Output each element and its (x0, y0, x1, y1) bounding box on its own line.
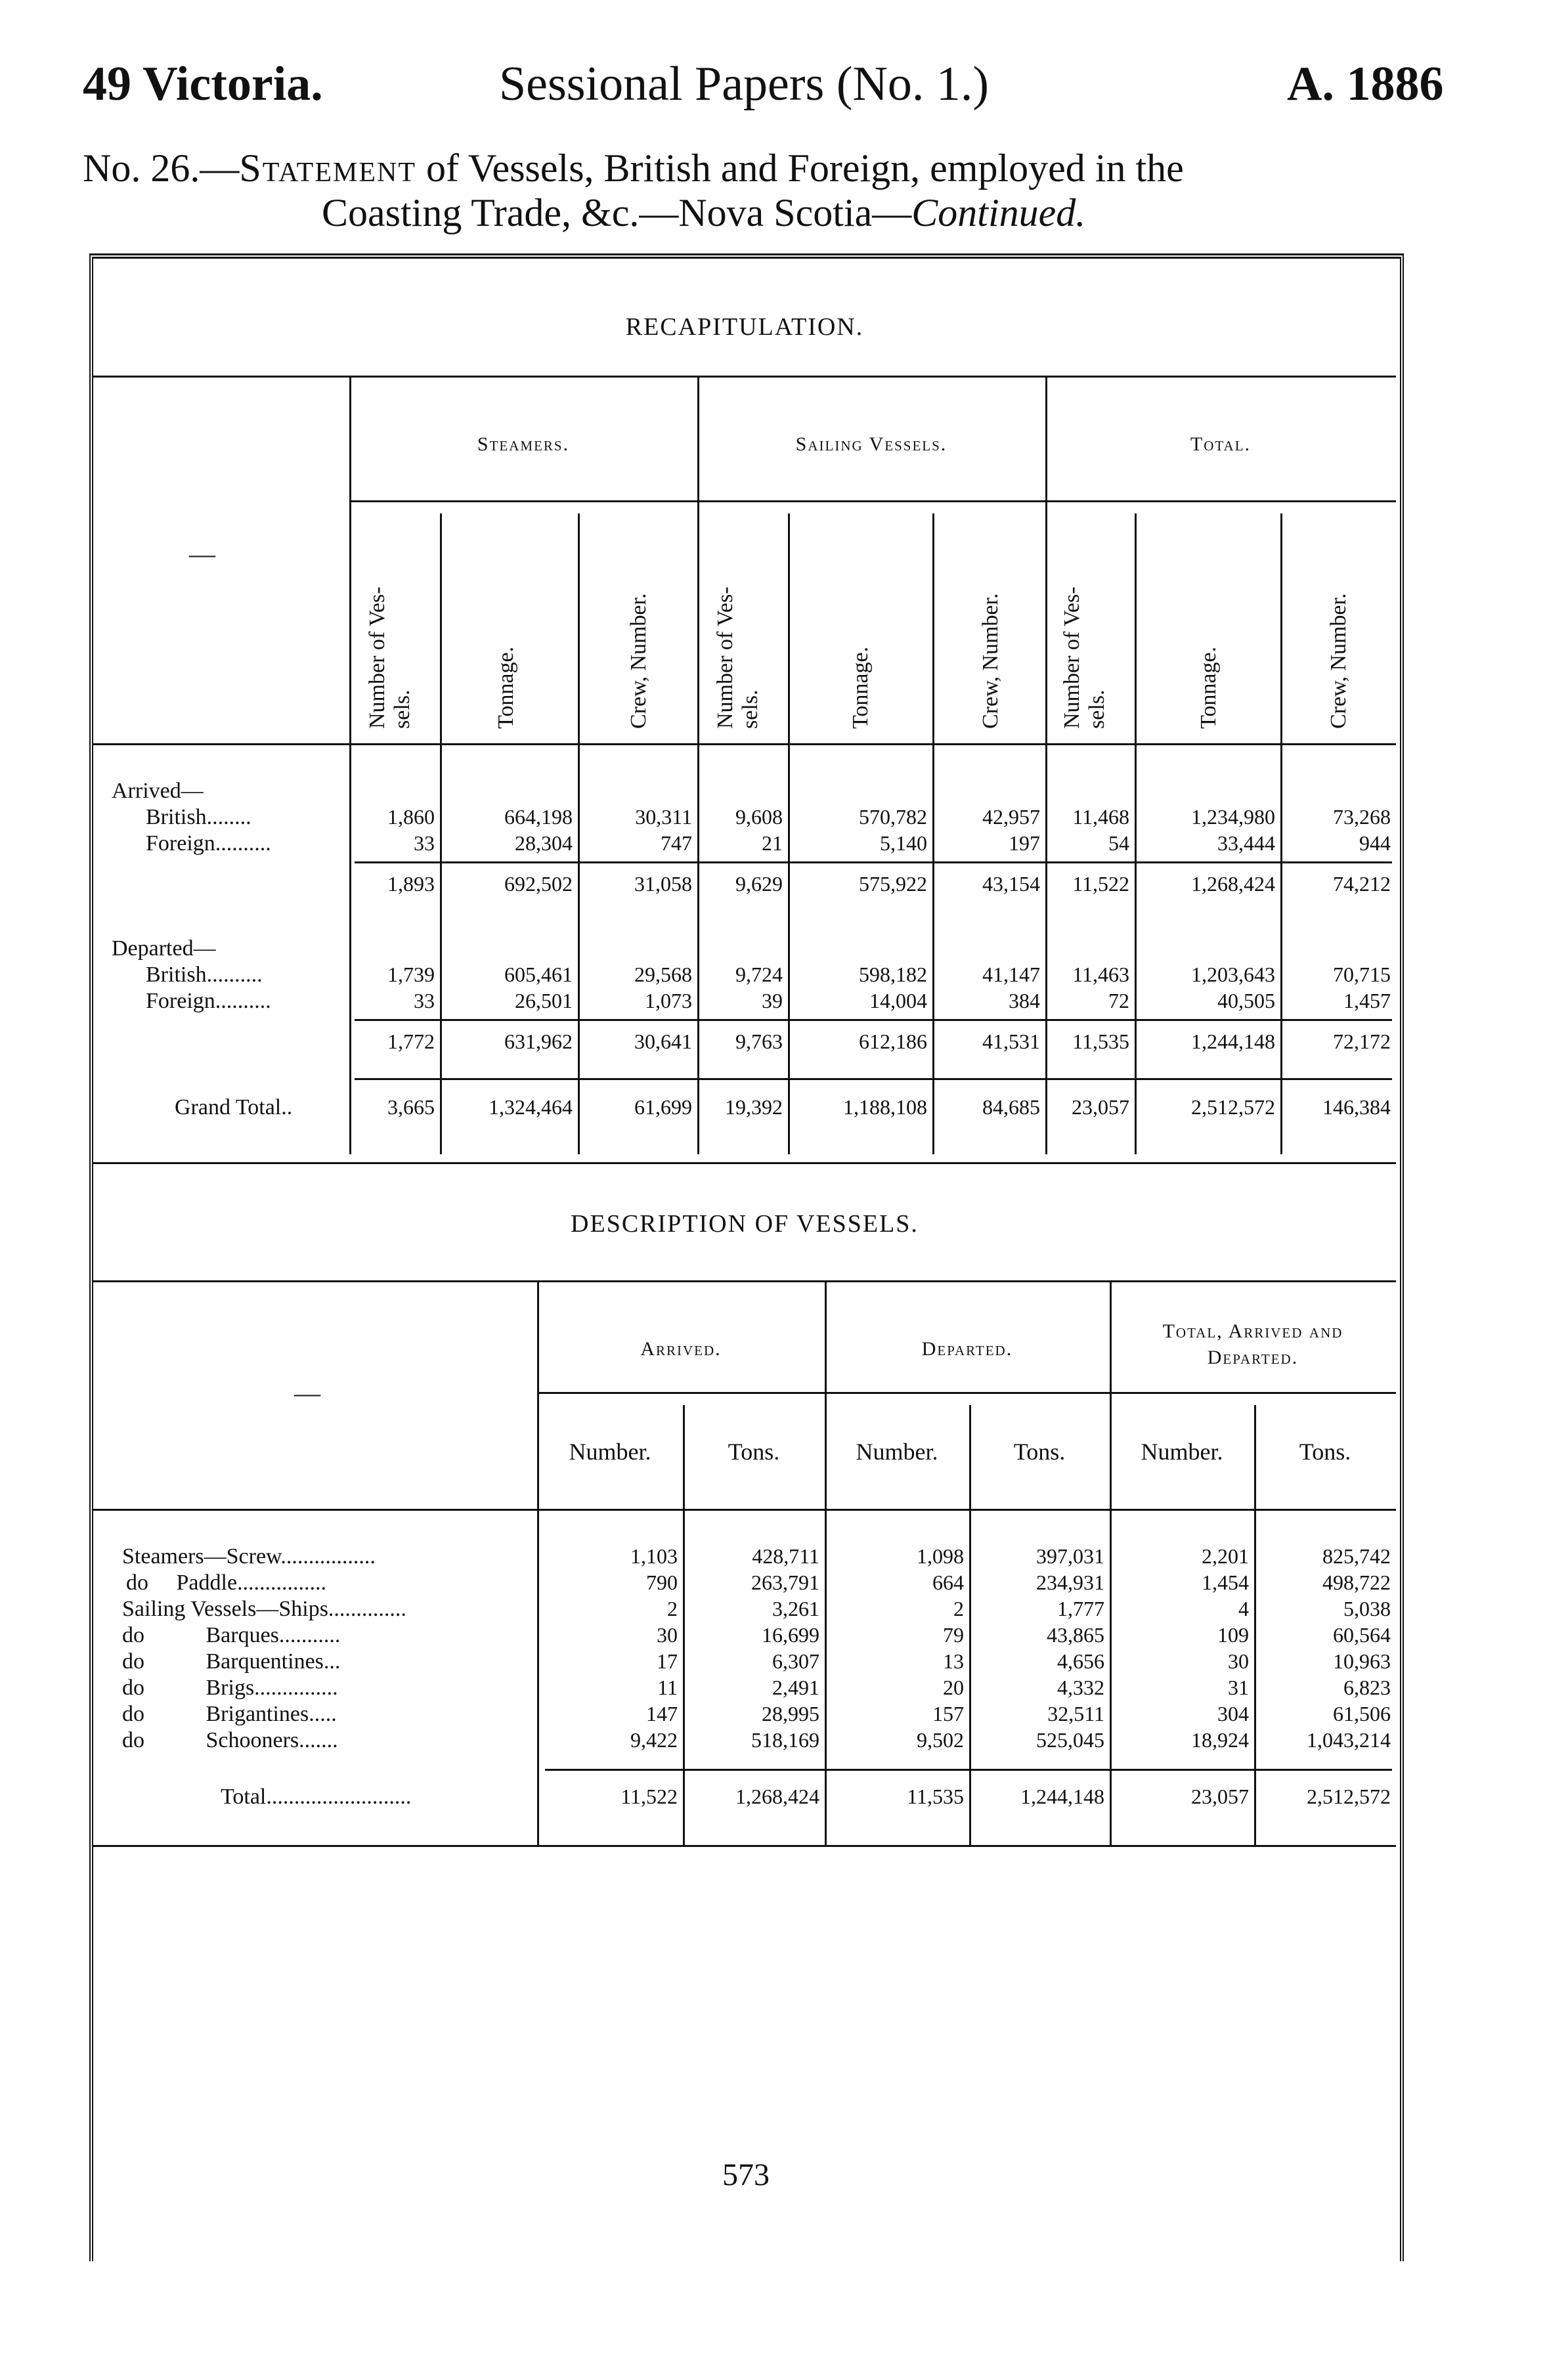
recap-cell: 11,468 (1072, 805, 1129, 829)
recap-steamers-rule (697, 376, 699, 1154)
recap-cell: 72 (1108, 989, 1129, 1012)
recap-col-rule (932, 513, 934, 1154)
recap-cell: 1,268,424 (1191, 872, 1275, 896)
desc-cell: 1,244,148 (1020, 1785, 1104, 1808)
recap-cell: 23,057 (1072, 1095, 1129, 1119)
desc-cell: 20 (943, 1676, 964, 1699)
desc-cell: 397,031 (1036, 1544, 1104, 1568)
recap-cell: 21 (762, 831, 783, 855)
leader-dots: ........ (206, 805, 251, 829)
sailing-tonnage-heading: Tonnage. (848, 646, 873, 729)
sailing-number-heading (713, 586, 763, 729)
recap-cell: 631,962 (504, 1030, 573, 1053)
desc-cell: 16,699 (762, 1623, 819, 1647)
desc-cell: 428,711 (752, 1544, 819, 1568)
desc-cell: 61,506 (1333, 1702, 1391, 1725)
recap-cell: 43,154 (982, 872, 1040, 896)
desc-col-rule (969, 1405, 971, 1845)
recap-cell: 33 (414, 989, 435, 1012)
desc-cell: 825,742 (1322, 1544, 1391, 1568)
table-frame (89, 253, 1404, 2261)
desc-cell: 525,045 (1036, 1728, 1104, 1752)
recap-cell: 1,324,464 (489, 1095, 573, 1119)
recap-cell: 42,957 (982, 805, 1040, 829)
recap-cell: 33,444 (1217, 831, 1275, 855)
desc-label-col-rule (537, 1280, 539, 1845)
recap-cell: 40,505 (1217, 989, 1275, 1012)
desc-bottom-rule (93, 1845, 1396, 1847)
leader-dots: .......... (215, 989, 271, 1013)
continued-label: Continued. (911, 191, 1086, 234)
total-crew-heading: Crew, Number. (1326, 593, 1351, 729)
label-text: British (146, 963, 207, 987)
desc-arrived-rule (825, 1280, 827, 1845)
recap-cell: 61,699 (634, 1095, 692, 1119)
group-steamers: Steamers. (477, 433, 570, 455)
recap-cell: 9,763 (735, 1030, 783, 1053)
desc-cell: 9,422 (630, 1728, 678, 1752)
recap-cell: 74,212 (1333, 872, 1391, 896)
description-title-rule (93, 1280, 1396, 1282)
desc-cell: 6,307 (772, 1649, 819, 1673)
total-tonnage-heading: Tonnage. (1196, 646, 1221, 729)
recap-cell: 384 (1009, 989, 1040, 1012)
recap-cell: 11,463 (1072, 963, 1129, 986)
recap-cell: 197 (1009, 831, 1040, 855)
recap-cell: 41,531 (982, 1030, 1040, 1053)
desc-cell: 3,261 (772, 1597, 819, 1620)
desc-cell: 790 (646, 1571, 678, 1594)
leader-dots: .......... (215, 831, 271, 856)
desc-cell: 1,098 (917, 1544, 964, 1568)
recap-cell: 664,198 (504, 805, 573, 829)
statement-number: No. 26.— (83, 146, 240, 190)
desc-cell: 1,268,424 (735, 1785, 819, 1808)
total-number-heading (1060, 586, 1110, 729)
recap-cell: 26,501 (515, 989, 573, 1012)
desc-cell: 2 (953, 1597, 964, 1620)
recap-cell: 146,384 (1322, 1095, 1391, 1119)
recap-cell: 692,502 (504, 872, 573, 896)
desc-cell: 4,656 (1057, 1649, 1104, 1673)
recap-cell: 5,140 (880, 831, 927, 855)
desc-cell: 60,564 (1333, 1623, 1391, 1647)
recap-head-rule (93, 743, 1396, 745)
colhead-total-number: Number. (1141, 1439, 1223, 1465)
desc-row-label: do Schooners....... (122, 1728, 338, 1752)
desc-cell: 30 (1228, 1649, 1249, 1673)
recap-cell: 9,629 (735, 872, 783, 896)
statement-title (83, 146, 1184, 191)
desc-cell: 13 (943, 1649, 964, 1673)
desc-row-label: Steamers—Screw................. (122, 1544, 376, 1569)
recap-row-label (146, 989, 271, 1014)
recap-cell: 30,311 (635, 805, 692, 829)
group-departed: Departed. (921, 1338, 1013, 1360)
desc-cell: 23,057 (1191, 1785, 1249, 1808)
colhead-departed-tons: Tons. (1013, 1439, 1066, 1465)
recap-col-rule (1280, 513, 1282, 1154)
recap-bottom-rule (93, 1162, 1396, 1164)
page-number: 573 (722, 2158, 770, 2192)
recap-cell: 1,234,980 (1191, 805, 1275, 829)
recap-stub-dash: — (189, 539, 215, 569)
recap-cell: 747 (661, 831, 692, 855)
recap-cell: 1,203,643 (1191, 963, 1275, 986)
recap-cell: 39 (762, 989, 783, 1012)
year-label: A. 1886 (1287, 57, 1444, 111)
statement-subtitle (322, 190, 1085, 236)
leader-dots: .......... (206, 963, 263, 987)
recap-row-label (146, 805, 251, 830)
desc-cell: 518,169 (751, 1728, 819, 1752)
desc-cell: 11,535 (907, 1785, 964, 1808)
desc-row-label: Sailing Vessels—Ships.............. (122, 1597, 406, 1621)
desc-cell: 4 (1238, 1597, 1249, 1620)
statement-title-rest: of Vessels, British and Foreign, employed in the (416, 146, 1184, 190)
desc-cell: 31 (1228, 1676, 1249, 1699)
recap-cell: 28,304 (515, 831, 573, 855)
desc-cell: 30 (657, 1623, 678, 1647)
group-line: Departed. (1207, 1347, 1299, 1368)
desc-row-label: do Barques........... (122, 1623, 341, 1647)
recap-cell: 9,724 (735, 963, 783, 986)
steamers-tonnage-heading: Tonnage. (494, 646, 518, 729)
desc-cell: 2,512,572 (1307, 1785, 1391, 1808)
group-sailing-vessels: Sailing Vessels. (795, 433, 947, 455)
recap-row-label: Departed— (112, 936, 216, 961)
recap-cell: 3,665 (387, 1095, 435, 1119)
heading-sels-line: sels. (390, 689, 414, 729)
recap-cell: 1,739 (387, 963, 435, 986)
heading-number-line: Number of Ves- (1060, 586, 1084, 729)
desc-cell: 17 (657, 1649, 678, 1673)
steamers-number-heading (365, 586, 415, 729)
desc-cell: 147 (646, 1702, 678, 1725)
subtotal-rule (355, 1019, 1392, 1021)
sailing-crew-heading: Crew, Number. (978, 593, 1003, 729)
label-text: British (146, 805, 207, 829)
recap-cell: 1,244,148 (1191, 1030, 1275, 1053)
heading-number-line: Number of Ves- (365, 586, 389, 729)
desc-cell: 11 (657, 1676, 678, 1699)
steamers-crew-heading: Crew, Number. (626, 593, 651, 729)
recap-cell: 605,461 (504, 963, 573, 986)
label-text: Foreign (146, 989, 215, 1013)
desc-cell: 6,823 (1343, 1676, 1391, 1699)
desc-cell: 2,201 (1202, 1544, 1249, 1568)
desc-cell: 1,103 (630, 1544, 678, 1568)
desc-cell: 2,491 (772, 1676, 819, 1699)
desc-row-label: Total.......................... (221, 1785, 412, 1809)
desc-row-label: do Brigs............... (122, 1676, 338, 1700)
label-text: Foreign (146, 831, 215, 856)
recap-cell: 9,608 (735, 805, 783, 829)
statement-subtitle-text: Coasting Trade, &c.—Nova Scotia— (322, 191, 912, 234)
desc-cell: 234,931 (1036, 1571, 1104, 1594)
desc-head-rule (93, 1509, 1396, 1511)
desc-cell: 2 (667, 1597, 678, 1620)
desc-cell: 498,722 (1322, 1571, 1391, 1594)
recap-cell: 1,073 (645, 989, 692, 1012)
recap-cell: 11,535 (1072, 1030, 1129, 1053)
desc-row-label: do Paddle................ (126, 1571, 327, 1595)
subtotal-rule (355, 861, 1392, 863)
group-arrived: Arrived. (640, 1338, 722, 1360)
sessional-papers-label: Sessional Papers (No. 1.) (499, 57, 990, 111)
recap-title-rule (93, 376, 1396, 378)
group-line: Total, Arrived and (1162, 1320, 1343, 1342)
heading-sels-line: sels. (1085, 689, 1109, 729)
desc-col-rule (1254, 1405, 1256, 1845)
recap-sailing-rule (1045, 376, 1047, 1154)
leader-dots: .. (281, 1095, 293, 1119)
recap-row-label (175, 1095, 292, 1120)
group-total-arrived-departed (1110, 1318, 1396, 1371)
recap-cell: 944 (1359, 831, 1391, 855)
desc-cell: 9,502 (917, 1728, 964, 1752)
desc-cell: 11,522 (621, 1785, 678, 1808)
group-total: Total. (1190, 433, 1252, 455)
desc-cell: 1,043,214 (1307, 1728, 1391, 1752)
recap-row-label: Arrived— (112, 779, 204, 803)
desc-stub-dash: — (294, 1378, 320, 1408)
recap-cell: 29,568 (634, 963, 692, 986)
desc-cell: 263,791 (751, 1571, 819, 1594)
colhead-arrived-number: Number. (569, 1439, 651, 1465)
recap-cell: 1,188,108 (843, 1095, 927, 1119)
recap-cell: 31,058 (634, 872, 692, 896)
desc-cell: 79 (943, 1623, 964, 1647)
subtotal-rule (355, 1078, 1392, 1080)
recap-cell: 570,782 (859, 805, 927, 829)
recap-cell: 41,147 (982, 963, 1040, 986)
recap-cell: 19,392 (725, 1095, 783, 1119)
recap-cell: 1,457 (1343, 989, 1391, 1012)
recap-group-rule (349, 500, 1396, 502)
recap-cell: 70,715 (1333, 963, 1391, 986)
recap-col-rule (788, 513, 790, 1154)
recap-col-rule (578, 513, 580, 1154)
recap-cell: 598,182 (859, 963, 927, 986)
desc-cell: 32,511 (1047, 1702, 1104, 1725)
recap-cell: 2,512,572 (1191, 1095, 1275, 1119)
statement-word: Statement (239, 146, 416, 190)
colhead-departed-number: Number. (856, 1439, 938, 1465)
desc-cell: 1,454 (1202, 1571, 1249, 1594)
recap-cell: 11,522 (1072, 872, 1129, 896)
recap-title: RECAPITULATION. (625, 313, 864, 341)
desc-row-label: do Brigantines..... (122, 1702, 337, 1726)
desc-cell: 10,963 (1333, 1649, 1391, 1673)
recap-cell: 72,172 (1333, 1030, 1391, 1053)
recap-cell: 1,860 (387, 805, 435, 829)
desc-cell: 664 (932, 1571, 964, 1594)
description-title: DESCRIPTION OF VESSELS. (571, 1210, 919, 1238)
recap-col-rule (1135, 513, 1137, 1154)
desc-cell: 43,865 (1047, 1623, 1104, 1647)
recap-cell: 54 (1108, 831, 1129, 855)
recap-col-rule (440, 513, 442, 1154)
desc-cell: 109 (1217, 1623, 1249, 1647)
recap-label-col-rule (349, 376, 351, 1154)
desc-cell: 1,777 (1057, 1597, 1104, 1620)
desc-group-rule (537, 1392, 1396, 1394)
recap-row-label (146, 963, 263, 987)
recap-cell: 73,268 (1333, 805, 1391, 829)
desc-cell: 304 (1217, 1702, 1249, 1725)
recap-row-label (146, 831, 271, 856)
recap-cell: 14,004 (869, 989, 927, 1012)
recap-cell: 612,186 (859, 1030, 927, 1053)
colhead-total-tons: Tons. (1299, 1439, 1351, 1465)
desc-col-rule (683, 1405, 685, 1845)
desc-cell: 157 (932, 1702, 964, 1725)
recap-cell: 575,922 (859, 872, 927, 896)
desc-cell: 18,924 (1191, 1728, 1249, 1752)
session-label: 49 Victoria. (83, 57, 323, 111)
label-text: Grand Total (175, 1095, 282, 1119)
heading-sels-line: sels. (738, 689, 762, 729)
desc-total-rule (545, 1769, 1392, 1771)
recap-cell: 84,685 (982, 1095, 1040, 1119)
recap-cell: 1,772 (387, 1030, 435, 1053)
heading-number-line: Number of Ves- (713, 586, 737, 729)
desc-cell: 5,038 (1343, 1597, 1391, 1620)
desc-cell: 4,332 (1057, 1676, 1104, 1699)
desc-cell: 28,995 (762, 1702, 819, 1725)
desc-row-label: do Barquentines... (122, 1649, 341, 1674)
recap-cell: 33 (414, 831, 435, 855)
recap-cell: 30,641 (634, 1030, 692, 1053)
recap-cell: 1,893 (387, 872, 435, 896)
colhead-arrived-tons: Tons. (728, 1439, 780, 1465)
